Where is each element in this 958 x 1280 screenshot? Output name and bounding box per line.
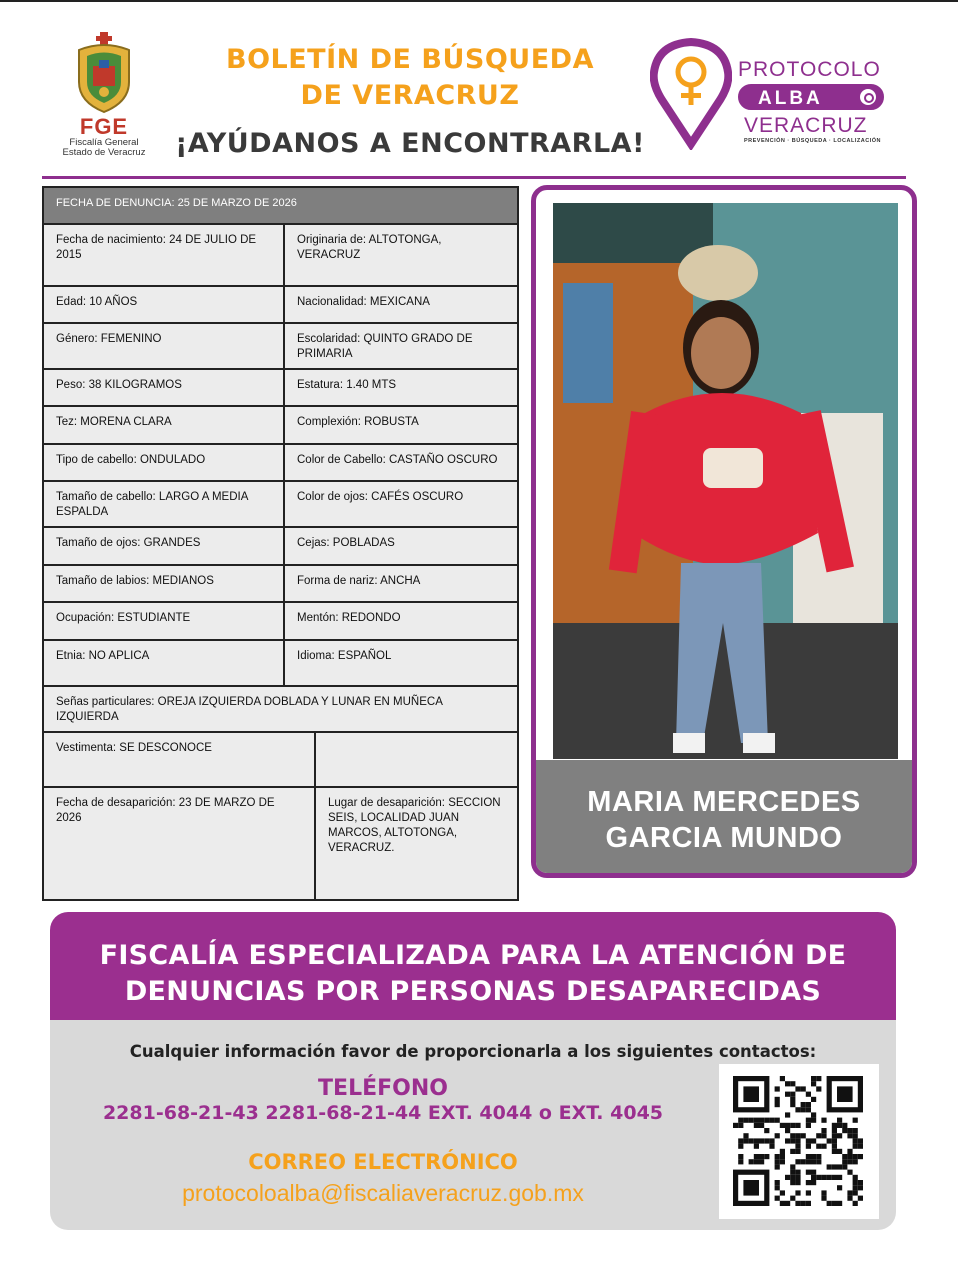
hair-length: Tamaño de cabello: LARGO A MEDIA ESPALDA bbox=[44, 482, 285, 526]
lip-size: Tamaño de labios: MEDIANOS bbox=[44, 566, 285, 601]
nationality: Nacionalidad: MEXICANA bbox=[297, 296, 430, 308]
disappearance-date: Fecha de desaparición: 23 DE MARZO DE 2026 bbox=[44, 788, 316, 899]
title-line-1: BOLETÍN DE BÚSQUEDA bbox=[226, 44, 594, 75]
qr-code-icon[interactable] bbox=[719, 1064, 879, 1219]
table-row bbox=[44, 407, 517, 445]
alba-veracruz-text: VERACRUZ bbox=[744, 114, 868, 137]
missing-person-details-table bbox=[42, 186, 519, 901]
photo-panel bbox=[531, 185, 917, 878]
alba-protocol-text: PROTOCOLO bbox=[738, 58, 881, 81]
language: Idioma: ESPAÑOL bbox=[297, 650, 392, 662]
table-row bbox=[44, 603, 517, 641]
banner-line-2: DENUNCIAS POR PERSONAS DESAPARECIDAS bbox=[124, 976, 822, 1007]
weight: Peso: 38 KILOGRAMOS bbox=[44, 370, 285, 405]
table-row bbox=[44, 566, 517, 603]
search-icon bbox=[860, 89, 876, 105]
table-row bbox=[44, 445, 517, 482]
eye-size: Tamaño de ojos: GRANDES bbox=[44, 528, 285, 564]
fge-acronym: FGE bbox=[79, 114, 129, 139]
birth-date: Fecha de nacimiento: 24 DE JULIO DE 2015 bbox=[44, 225, 285, 285]
fge-line-1: Fiscalía General bbox=[69, 137, 139, 148]
fge-logo bbox=[52, 32, 156, 164]
height: Estatura: 1.40 MTS bbox=[297, 379, 397, 391]
person-name-line-2: GARCIA MUNDO bbox=[605, 822, 843, 854]
occupation: Ocupación: ESTUDIANTE bbox=[44, 603, 285, 639]
table-row bbox=[44, 324, 517, 370]
table-row bbox=[44, 370, 517, 407]
contact-panel bbox=[50, 1020, 896, 1230]
alba-badge-text: ALBA bbox=[758, 88, 823, 109]
chin: Mentón: REDONDO bbox=[297, 612, 401, 624]
location-pin-icon bbox=[650, 38, 732, 150]
distinguishing-marks: Señas particulares: OREJA IZQUIERDA DOBLADA Y LUNAR EN MUÑECA IZQUIERDA bbox=[56, 696, 443, 723]
education: Escolaridad: QUINTO GRADO DE PRIMARIA bbox=[297, 333, 473, 360]
title-line-2: DE VERACRUZ bbox=[300, 80, 520, 111]
table-row bbox=[44, 641, 517, 687]
table-row bbox=[44, 687, 517, 733]
fiscalia-banner bbox=[50, 912, 896, 1022]
phone-label: TELÉFONO bbox=[318, 1076, 448, 1101]
report-date: FECHA DE DENUNCIA: 25 DE MARZO DE 2026 bbox=[44, 188, 517, 223]
top-border bbox=[0, 0, 958, 2]
empty-cell bbox=[316, 733, 517, 786]
missing-person-photo bbox=[553, 203, 898, 759]
eyebrows: Cejas: POBLADAS bbox=[297, 537, 395, 549]
person-name-box bbox=[536, 760, 912, 873]
hair-type: Tipo de cabello: ONDULADO bbox=[44, 445, 285, 480]
build: Complexión: ROBUSTA bbox=[297, 416, 419, 428]
eye-color: Color de ojos: CAFÉS OSCURO bbox=[297, 491, 464, 503]
gender: Género: FEMENINO bbox=[44, 324, 285, 368]
header-divider bbox=[42, 176, 906, 179]
skin-tone: Tez: MORENA CLARA bbox=[44, 407, 285, 443]
table-row bbox=[44, 287, 517, 324]
table-row bbox=[44, 788, 517, 899]
alba-badge bbox=[738, 84, 884, 110]
disappearance-place: Lugar de desaparición: SECCION SEIS, LOCALIDAD JUAN MARCOS, ALTOTONGA, VERACRUZ. bbox=[328, 797, 501, 854]
hair-color: Color de Cabello: CASTAÑO OSCURO bbox=[297, 454, 498, 466]
contact-intro: Cualquier información favor de proporcionarla a los siguientes contactos: bbox=[129, 1042, 817, 1061]
fge-line-2: Estado de Veracruz bbox=[62, 147, 146, 158]
phone-numbers[interactable]: 2281-68-21-43 2281-68-21-44 EXT. 4044 o EXT. 4045 bbox=[102, 1102, 664, 1124]
protocolo-alba-logo bbox=[650, 38, 900, 156]
table-row bbox=[44, 225, 517, 287]
veracruz-coat-of-arms-icon bbox=[71, 32, 137, 114]
table-row bbox=[44, 733, 517, 788]
help-us-heading: ¡AYÚDANOS A ENCONTRARLA! bbox=[175, 128, 645, 159]
table-row bbox=[44, 188, 517, 225]
table-row bbox=[44, 528, 517, 566]
email-label: CORREO ELECTRÓNICO bbox=[248, 1150, 518, 1174]
email-link[interactable]: protocoloalba@fiscaliaveracruz.gob.mx bbox=[182, 1180, 584, 1206]
clothing: Vestimenta: SE DESCONOCE bbox=[44, 733, 316, 786]
alba-tagline: PREVENCIÓN · BÚSQUEDA · LOCALIZACIÓN bbox=[744, 138, 881, 144]
table-row bbox=[44, 482, 517, 528]
ethnicity: Etnia: NO APLICA bbox=[44, 641, 285, 685]
bulletin-title bbox=[160, 42, 660, 114]
person-name-line-1: MARIA MERCEDES bbox=[587, 786, 861, 818]
origin: Originaria de: ALTOTONGA, VERACRUZ bbox=[297, 234, 442, 261]
banner-line-1: FISCALÍA ESPECIALIZADA PARA LA ATENCIÓN DE bbox=[99, 940, 847, 971]
age: Edad: 10 AÑOS bbox=[44, 287, 285, 322]
nose-shape: Forma de nariz: ANCHA bbox=[297, 575, 421, 587]
